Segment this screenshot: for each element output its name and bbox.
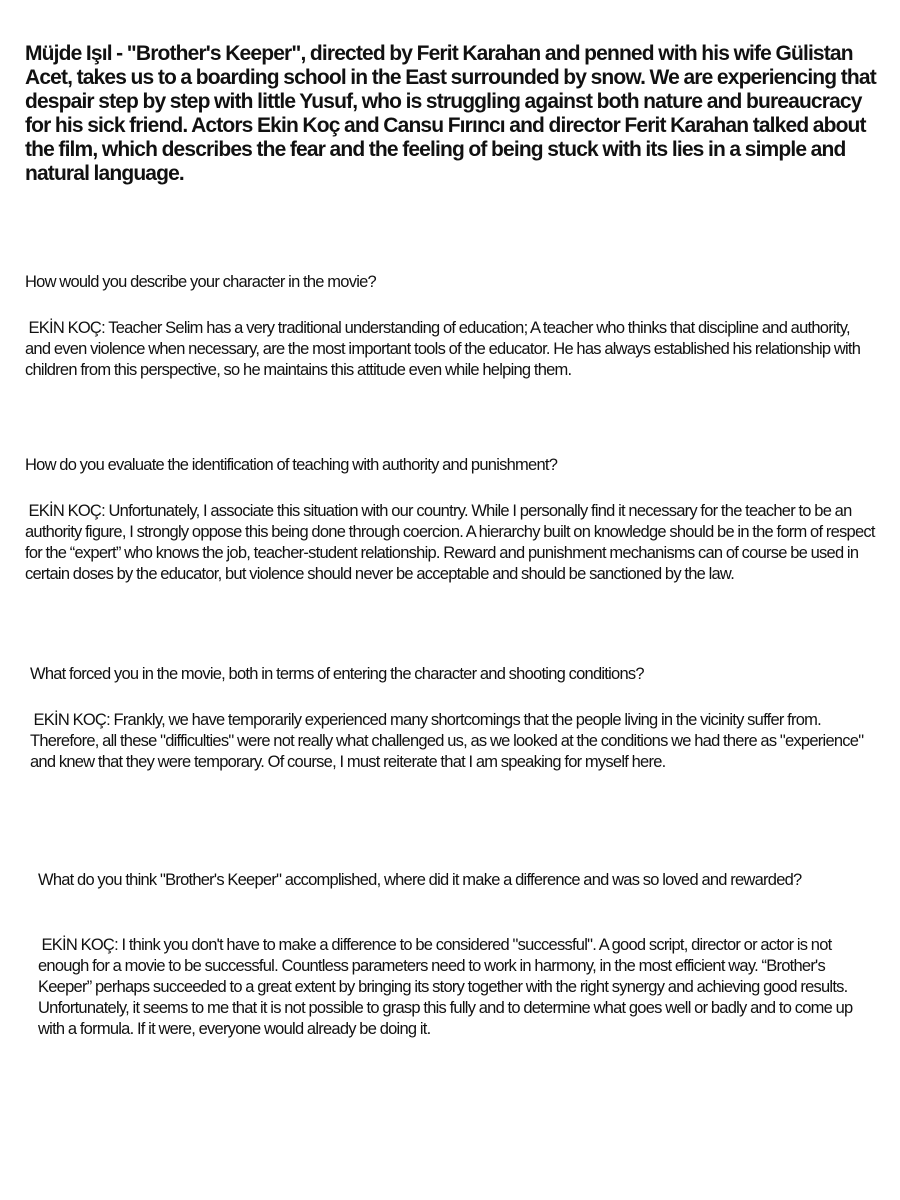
interview-question: How would you describe your character in the movie? xyxy=(25,273,376,291)
interview-answer xyxy=(38,935,873,1040)
interview-answer xyxy=(30,710,880,773)
interview-question: What forced you in the movie, both in terms of entering the character and shooting conditions? xyxy=(30,665,644,683)
speaker-name: EKİN KOÇ: xyxy=(28,502,105,520)
answer-text: Unfortunately, I associate this situation with our country. While I personally find it necessary for the teacher to be an authority figure, I strongly oppose this being done through coercion. A hierarchy built on knowledge should be in the form of respect for the “expert” who knows the job, teacher-student relationship. Reward and punishment mechanisms can of course be used in certain doses by the educator, but violence should never be acceptable and should be sanctioned by the law. xyxy=(25,502,875,583)
interview-question: What do you think "Brother's Keeper" accomplished, where did it make a difference and was so loved and rewarded? xyxy=(38,871,802,889)
interview-question: How do you evaluate the identification of teaching with authority and punishment? xyxy=(25,456,558,474)
interview-answer xyxy=(25,501,875,585)
article-intro: Müjde Işıl - "Brother's Keeper", directed by Ferit Karahan and penned with his wife Gülistan Acet, takes us to a boarding school in the East surrounded by snow. We are experiencing that despair step by step with little Yusuf, who is struggling against both nature and bureaucracy for his sick friend. Actors Ekin Koç and Cansu Fırıncı and director Ferit Karahan talked about the film, which describes the fear and the feeling of being stuck with its lies in a simple and natural language. xyxy=(25,42,876,185)
interview-answer xyxy=(25,318,875,381)
speaker-name: EKİN KOÇ: xyxy=(41,936,118,954)
answer-text: I think you don't have to make a difference to be considered "successful". A good script, director or actor is not enough for a movie to be successful. Countless parameters need to work in harmony, in the most efficient way. “Brother's Keeper” perhaps succeeded to a great extent by bringing its story together with the right synergy and achieving good results. Unfortunately, it seems to me that it is not possible to grasp this fully and to determine what goes well or badly and to come up with a formula. If it were, everyone would already be doing it. xyxy=(38,936,853,1038)
answer-text: Teacher Selim has a very traditional understanding of education; A teacher who thinks that discipline and authority, and even violence when necessary, are the most important tools of the educator. He has always established his relationship with children from this perspective, so he maintains this attitude even while helping them. xyxy=(25,319,861,379)
speaker-name: EKİN KOÇ: xyxy=(28,319,105,337)
answer-text: Frankly, we have temporarily experienced many shortcomings that the people living in the vicinity suffer from. Therefore, all these "difficulties" were not really what challenged us, as we looked at the conditions we had there as "experience" and knew that they were temporary. Of course, I must reiterate that I am speaking for myself here. xyxy=(30,711,864,771)
speaker-name: EKİN KOÇ: xyxy=(33,711,110,729)
